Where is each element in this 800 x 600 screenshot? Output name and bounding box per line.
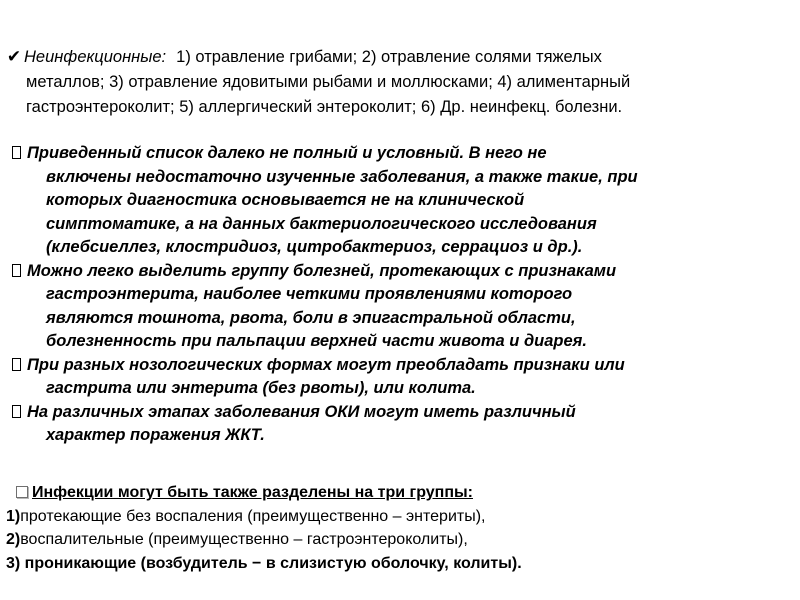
group-item-1-text: протекающие без воспаления (преимущественно – энтериты),	[20, 507, 486, 525]
bullet-glyph-icon	[12, 358, 21, 371]
group-item-3-text: проникающие (возбудитель − в слизистую оболочку, колиты).	[20, 554, 522, 572]
non-infectious-paragraph	[6, 44, 786, 120]
bullet-4-line-2: характер поражения ЖКТ.	[46, 426, 265, 444]
check-mark-icon: ✔	[6, 47, 22, 66]
bullet-item-3	[12, 354, 787, 401]
infection-groups	[6, 481, 786, 575]
bullet-2-line-3: являются тошнота, рвота, боли в эпигастральной области,	[46, 308, 576, 327]
group-item-3-number: 3)	[6, 554, 21, 572]
non-infectious-line-2: металлов; 3) отравление ядовитыми рыбами и моллюсками; 4) алиментарный	[26, 73, 631, 91]
bullet-4-first-line: На различных этапах заболевания ОКИ могут иметь различный	[27, 402, 576, 421]
bullet-1-line-4: симптоматике, а на данных бактериологического исследования	[46, 214, 597, 233]
group-item-2	[6, 528, 786, 552]
bullet-glyph-icon	[12, 405, 21, 418]
non-infectious-text-1: 1) отравление грибами; 2) отравление солями тяжелых	[176, 48, 602, 66]
bullet-1-line-5: (клебсиеллез, клостридиоз, цитробактериоз, серрациоз и др.).	[46, 238, 583, 256]
group-item-1	[6, 505, 786, 529]
notes-bullet-list	[12, 142, 787, 448]
non-infectious-line-1	[6, 44, 786, 70]
non-infectious-term: Неинфекционные:	[24, 48, 167, 66]
group-item-3	[6, 552, 786, 576]
bullet-item-1	[12, 142, 787, 260]
bullet-3-line-2: гастрита или энтерита (без рвоты), или колита.	[46, 379, 476, 397]
non-infectious-line-3: гастроэнтероколит; 5) аллергический энтероколит; 6) Др. неинфекц. болезни.	[26, 98, 623, 116]
bullet-glyph-icon	[12, 146, 21, 159]
groups-heading-row	[6, 481, 786, 505]
bullet-2-first-line: Можно легко выделить группу болезней, протекающих с признаками	[27, 261, 617, 280]
bullet-1-line-2: включены недостаточно изученные заболевания, а также такие, при	[46, 167, 638, 186]
bullet-1-line-3: которых диагностика основывается не на клинической	[46, 191, 525, 209]
group-item-1-number: 1)	[6, 507, 21, 525]
bullet-2-line-4: болезненность при пальпации верхней части живота и диарея.	[46, 332, 587, 350]
bullet-item-4	[12, 401, 787, 448]
bullet-glyph-icon	[12, 264, 21, 277]
group-item-2-number: 2)	[6, 531, 21, 548]
bullet-item-2	[12, 260, 787, 354]
checkbox-square-icon	[16, 486, 28, 498]
bullet-1-first-line: Приведенный список далеко не полный и условный. В него не	[27, 144, 547, 162]
group-item-2-text: воспалительные (преимущественно – гастроэнтероколиты),	[20, 531, 468, 548]
bullet-3-first-line: При разных нозологических формах могут преобладать признаки или	[27, 355, 625, 374]
bullet-2-line-2: гастроэнтерита, наиболее четкими проявлениями которого	[46, 285, 573, 303]
groups-heading: Инфекции могут быть также разделены на три группы:	[32, 484, 473, 501]
